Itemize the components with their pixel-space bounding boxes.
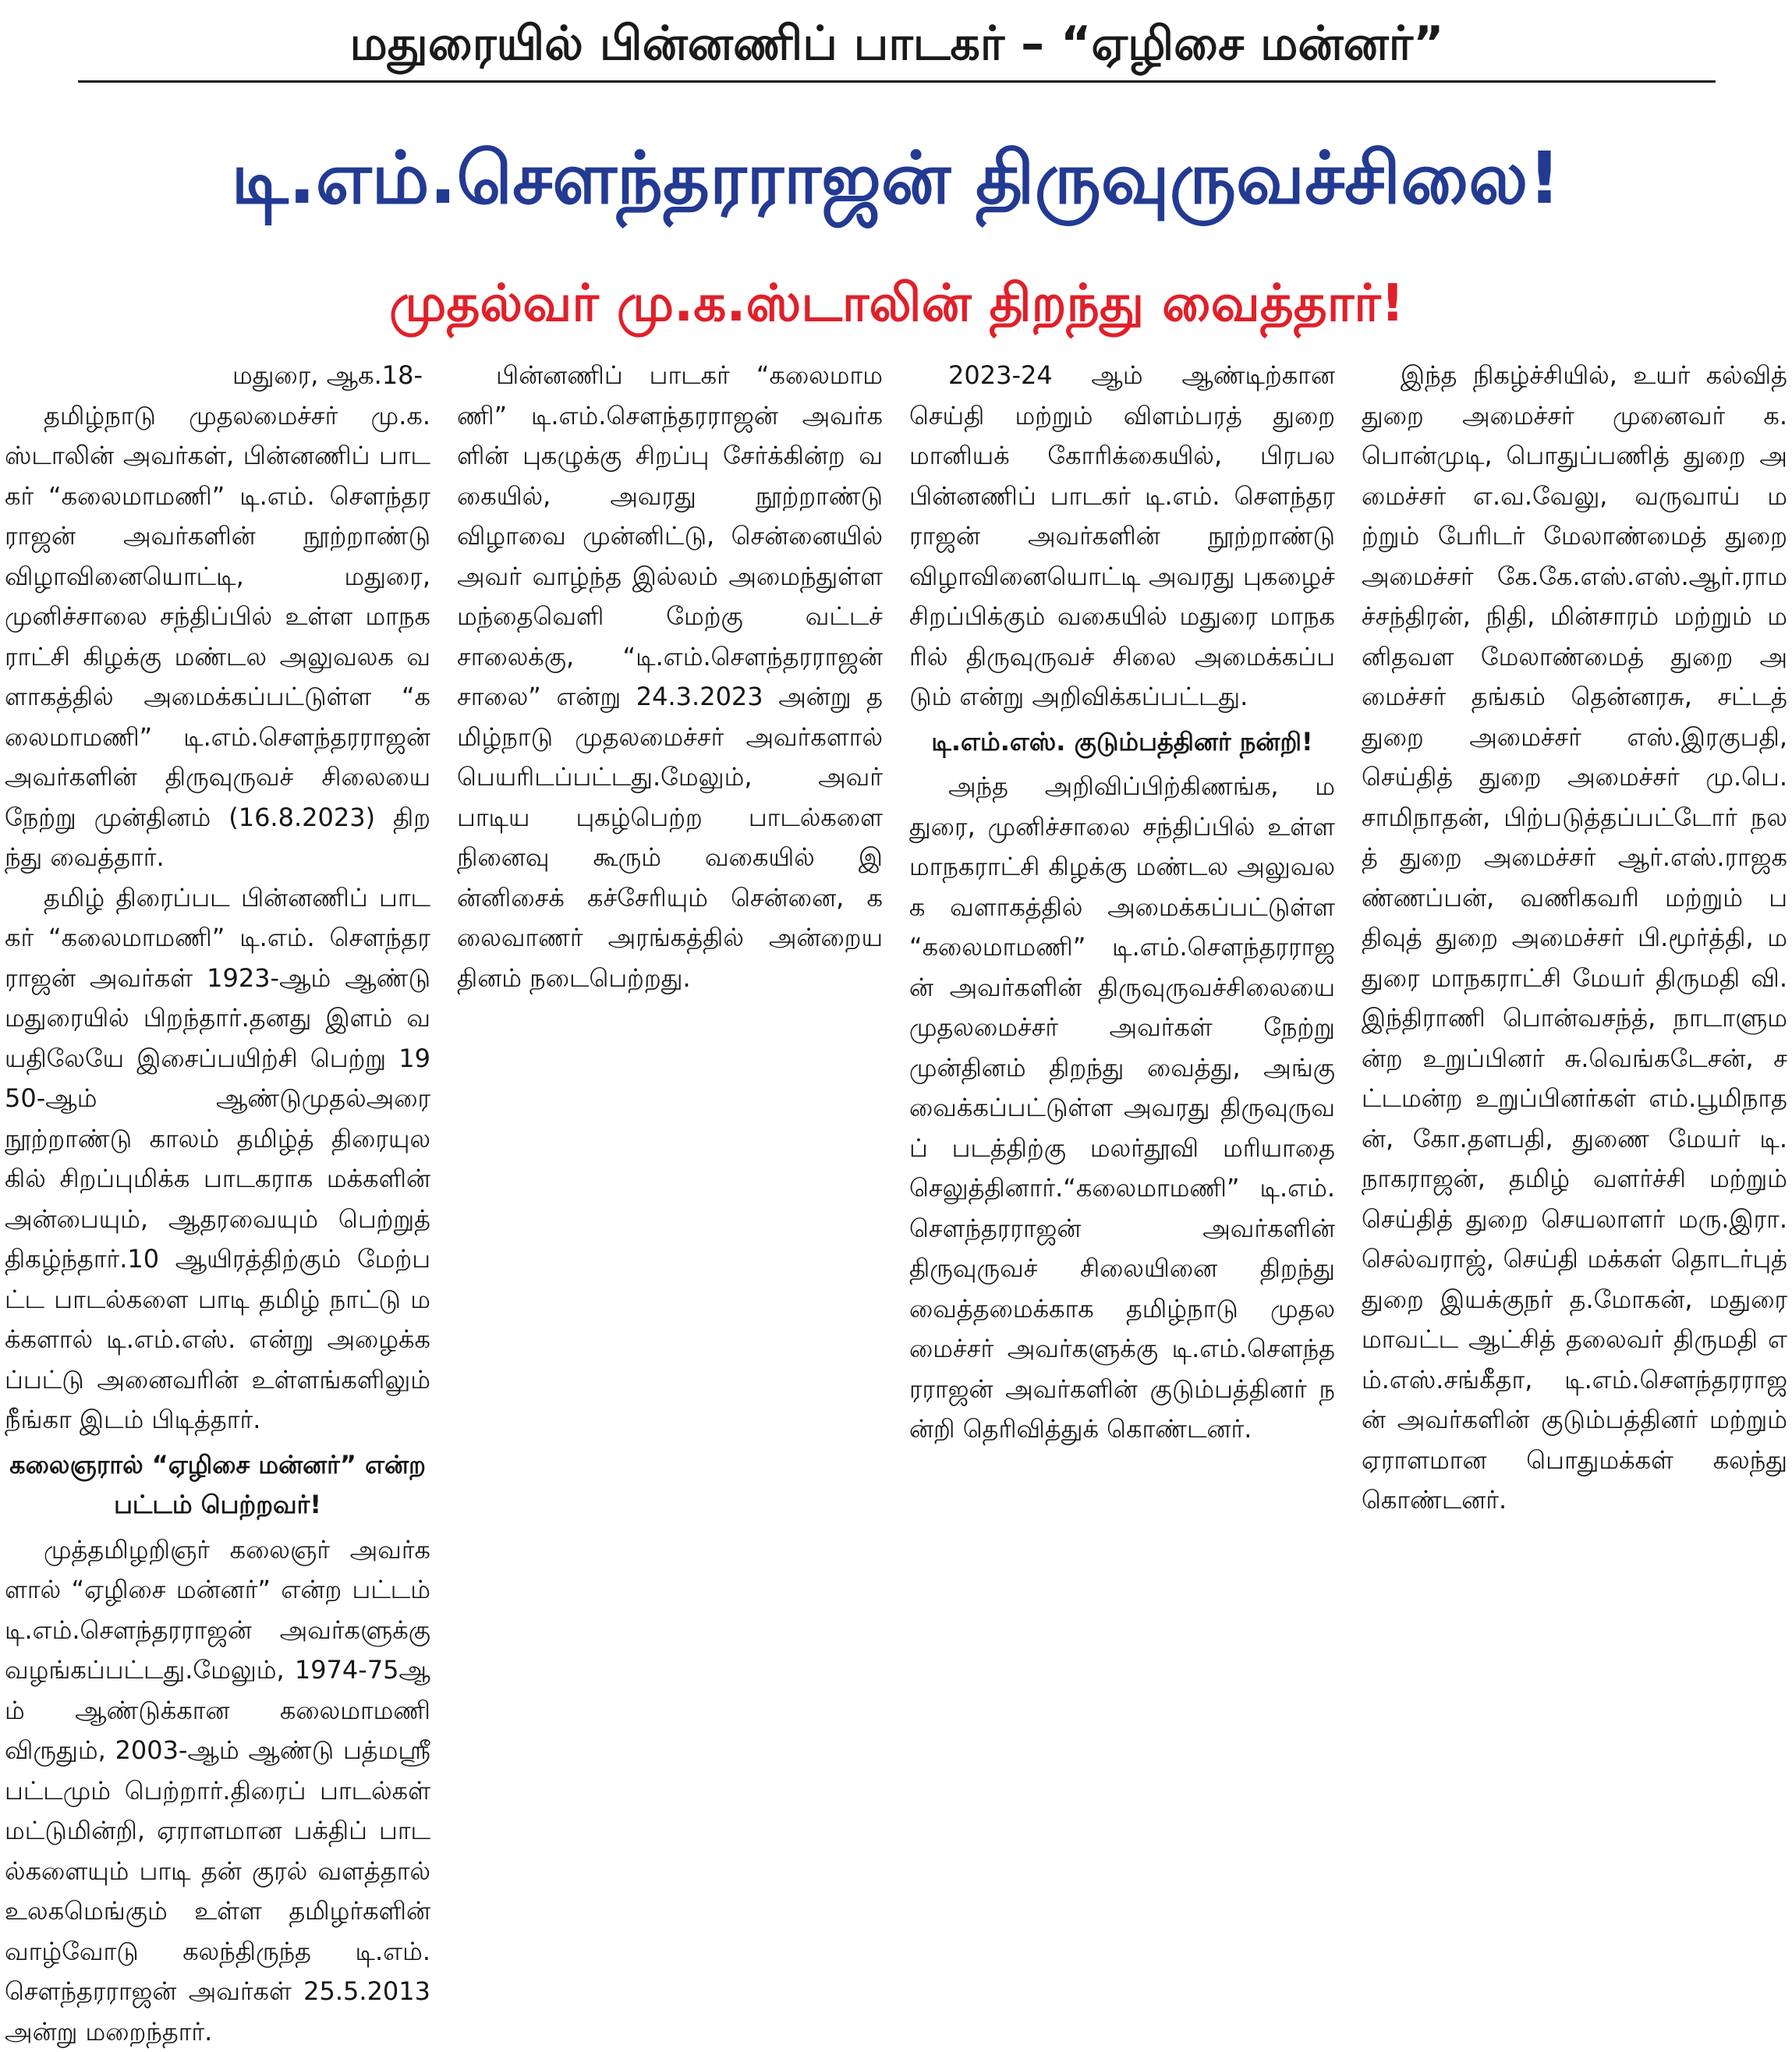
article-paragraph: முத்தமிழறிஞர் கலைஞர் அவர்களால் “ஏழிசை மன்னர்” என்ற பட்டம் டி.எம்.சௌந்தரராஜன் அவர்களுக்கு வழங்கப்பட்டது.மேலும், 1974-75ஆம் ஆண்டுக்கான கலைமாமணி விருதும், 2003-ஆம் ஆண்டு பத்மஸ்ரீ பட்டமும் பெற்றார்.திரைப் பாடல்கள் மட்டுமின்றி, ஏராளமான பக்திப் பாடல்களையும் பாடி தன் குரல் வளத்தால் உலகமெங்கும் உள்ள தமிழர்களின் வாழ்வோடு கலந்திருந்த டி.எம்.சௌந்தரராஜன் அவர்கள் 25.5.2013 அன்று மறைந்தார். [5, 1530, 430, 2052]
main-headline: டி.எம்.சௌந்தரராஜன் திருவுருவச்சிலை! [5, 92, 1787, 265]
section-subheading: டி.எம்.எஸ். குடும்பத்தினர் நன்றி! [909, 722, 1335, 763]
article-column-3 [909, 356, 1335, 1735]
article-column-4 [1362, 356, 1787, 1735]
article-paragraph: தமிழ் திரைப்பட பின்னணிப் பாடகர் “கலைமாமணி” டி.எம். சௌந்தரராஜன் அவர்கள் 1923-ஆம் ஆண்டு மதுரையில் பிறந்தார்.தனது இளம் வயதிலேயே இசைப்பயிற்சி பெற்று 1950-ஆம் ஆண்டுமுதல்அரை நூற்றாண்டு காலம் தமிழ்த் திரையுலகில் சிறப்புமிக்க பாடகராக மக்களின் அன்பையும், ஆதரவையும் பெற்றுத் திகழ்ந்தார்.10 ஆயிரத்திற்கும் மேற்பட்ட பாடல்களை பாடி தமிழ் நாட்டு மக்களால் டி.எம்.எஸ். என்று அழைக்கப்பட்டு அனைவரின் உள்ளங்களிலும் நீங்கா இடம் பிடித்தார். [5, 878, 430, 1441]
article-paragraph: தமிழ்நாடு முதலமைச்சர் மு.க. ஸ்டாலின் அவர்கள், பின்னணிப் பாடகர் “கலைமாமணி” டி.எம். சௌந்தரராஜன் அவர்களின் நூற்றாண்டு விழாவினையொட்டி, மதுரை, முனிச்சாலை சந்திப்பில் உள்ள மாநகராட்சி கிழக்கு மண்டல அலுவலக வளாகத்தில் அமைக்கப்பட்டுள்ள “கலைமாமணி” டி.எம்.சௌந்தரராஜன் அவர்களின் திருவுருவச் சிலையை நேற்று முன்தினம் (16.8.2023) திறந்து வைத்தார். [5, 396, 430, 878]
sub-headline: முதல்வர் மு.க.ஸ்டாலின் திறந்து வைத்தார்! [94, 257, 1700, 349]
article-column-1 [5, 356, 430, 1735]
dateline: மதுரை, ஆக.18- [5, 356, 430, 396]
article-paragraph: அந்த அறிவிப்பிற்கிணங்க, மதுரை, முனிச்சாலை சந்திப்பில் உள்ள மாநகராட்சி கிழக்கு மண்டல அலுவலக வளாகத்தில் அமைக்கப்பட்டுள்ள “கலைமாமணி” டி.எம்.சௌந்தரராஜன் அவர்களின் திருவுருவச்சிலையை முதலமைச்சர் அவர்கள் நேற்று முன்தினம் திறந்து வைத்து, அங்கு வைக்கப்பட்டுள்ள அவரது திருவுருவப் படத்திற்கு மலர்தூவி மரியாதை செலுத்தினார்.“கலைமாமணி” டி.எம்.சௌந்தரராஜன் அவர்களின் திருவுருவச் சிலையினை திறந்து வைத்தமைக்காக தமிழ்நாடு முதலமைச்சர் அவர்களுக்கு டி.எம்.சௌந்தரராஜன் அவர்களின் குடும்பத்தினர் நன்றி தெரிவித்துக் கொண்டனர். [909, 767, 1335, 1450]
article-columns [5, 356, 1787, 1735]
kicker-headline: மதுரையில் பின்னணிப் பாடகர் – “ஏழிசை மன்னர்” [78, 11, 1716, 76]
kicker-divider [78, 80, 1716, 83]
article-paragraph: இந்த நிகழ்ச்சியில், உயர் கல்வித் துறை அமைச்சர் முனைவர் க.பொன்முடி, பொதுப்பணித் துறை அமைச்சர் எ.வ.வேலு, வருவாய் மற்றும் பேரிடர் மேலாண்மைத் துறை அமைச்சர் கே.கே.எஸ்.எஸ்.ஆர்.ராமச்சந்திரன், நிதி, மின்சாரம் மற்றும் மனிதவள மேலாண்மைத் துறை அமைச்சர் தங்கம் தென்னரசு, சட்டத் துறை அமைச்சர் எஸ்.இரகுபதி, செய்தித் துறை அமைச்சர் மு.பெ.சாமிநாதன், பிற்படுத்தப்பட்டோர் நலத் துறை அமைச்சர் ஆர்.எஸ்.ராஜகண்ணப்பன், வணிகவரி மற்றும் பதிவுத் துறை அமைச்சர் பி.மூர்த்தி, மதுரை மாநகராட்சி மேயர் திருமதி வி. இந்திராணி பொன்வசந்த், நாடாளுமன்ற உறுப்பினர் சு.வெங்கடேசன், சட்டமன்ற உறுப்பினர்கள் எம்.பூமிநாதன், கோ.தளபதி, துணை மேயர் டி.நாகராஜன், தமிழ் வளர்ச்சி மற்றும் செய்தித் துறை செயலாளர் மரு.இரா.செல்வராஜ், செய்தி மக்கள் தொடர்புத் துறை இயக்குநர் த.மோகன், மதுரை மாவட்ட ஆட்சித் தலைவர் திருமதி எம்.எஸ்.சங்கீதா, டி.எம்.சௌந்தரராஜன் அவர்களின் குடும்பத்தினர் மற்றும் ஏராளமான பொதுமக்கள் கலந்து கொண்டனர். [1362, 356, 1787, 1521]
article-column-2 [457, 356, 883, 1735]
article-paragraph: 2023-24 ஆம் ஆண்டிற்கான செய்தி மற்றும் விளம்பரத் துறை மானியக் கோரிக்கையில், பிரபல பின்னணிப் பாடகர் டி.எம். சௌந்தரராஜன் அவர்களின் நூற்றாண்டு விழாவினையொட்டி அவரது புகழைச் சிறப்பிக்கும் வகையில் மதுரை மாநகரில் திருவுருவச் சிலை அமைக்கப்படும் என்று அறிவிக்கப்பட்டது. [909, 356, 1335, 718]
section-subheading: கலைஞரால் “ஏழிசை மன்னர்” என்ற பட்டம் பெற்றவர்! [5, 1445, 430, 1526]
article-paragraph: பின்னணிப் பாடகர் “கலைமாமணி” டி.எம்.சௌந்தரராஜன் அவர்களின் புகழுக்கு சிறப்பு சேர்க்கின்ற வகையில், அவரது நூற்றாண்டு விழாவை முன்னிட்டு, சென்னையில் அவர் வாழ்ந்த இல்லம் அமைந்துள்ள மந்தைவெளி மேற்கு வட்டச் சாலைக்கு, “டி.எம்.சௌந்தரராஜன் சாலை” என்று 24.3.2023 அன்று தமிழ்நாடு முதலமைச்சர் அவர்களால் பெயரிடப்பட்டது.மேலும், அவர் பாடிய புகழ்பெற்ற பாடல்களை நினைவு கூரும் வகையில் இன்னிசைக் கச்சேரியும் சென்னை, கலைவாணர் அரங்கத்தில் அன்றையதினம் நடைபெற்றது. [457, 356, 883, 998]
